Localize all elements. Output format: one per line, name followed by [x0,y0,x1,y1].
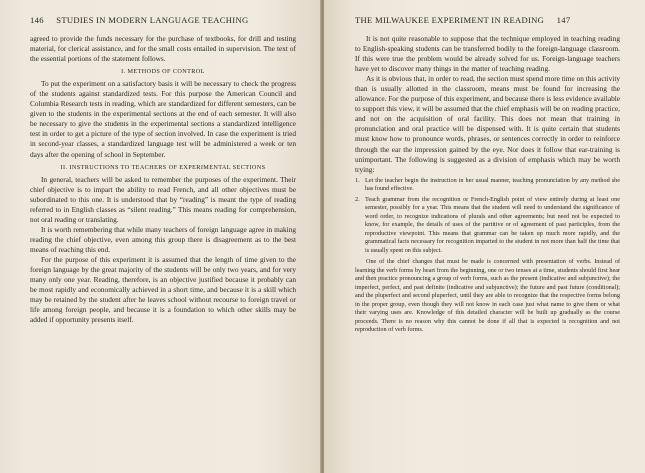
list-item-number: 1. [355,176,360,184]
left-page [0,0,321,473]
list-item [355,196,620,256]
left-page-text [30,34,296,325]
right-page-number: 147 [556,15,571,25]
paragraph: As it is obvious that, in order to read, the section must spend more time on this activity than is usually allotted in the classroom, means must be found for increasing the allowance. For the purpose of this experiment, and because there is less evidence available to support this view, it will be assumed that the chief emphasis will be on reading practice, and not on the acquisition of oral facility. This does not mean that training in pronunciation and oral practice will be dispensed with. It is quite certain that students must know how to pronounce words, phrases, or sentences correctly in order to reinforce through the ear the impression gained by the eye. Nor does it follow that ear-training is unimportant. The following is suggested as a division of emphasis which may be worth trying: [355,74,620,174]
list-item-text: Let the teacher begin the instruction in her usual manner, teaching pronunciation by any method she has found effective. [365,176,620,193]
paragraph: In general, teachers will be asked to remember the purposes of the experiment. Their chief objective is to impart the ability to read French, and all other objectives must be subordinated to this one. It is understood that by “reading” is meant the type of reading referred to in English classes as “silent reading.” This means reading for comprehension, not oral reading or translating. [30,174,296,224]
list-item [355,177,620,194]
section-heading-instructions: II. INSTRUCTIONS TO TEACHERS OF EXPERIMENTAL SECTIONS [60,163,266,171]
paragraph: To put the experiment on a satisfactory basis it will be necessary to check the progress of the students against standardized tests. For this purpose the American Council and Columbia Research tests in reading, which are standardized for different semesters, can be given to the students in the experimental sections at the end of each semester. It will also be necessary to give the students in the experimental sections a standardized intelligence test in order to get a picture of the type of section involved. In case the experiment is tried in second-year classes, a standardized language test will be administered a week or ten days after the opening of school in September. [30,79,296,159]
right-running-head [355,15,570,25]
right-page [324,0,645,473]
list-item-number: 2. [355,195,360,203]
list-item-text: Teach grammar from the recognition or French-English point of view entirely during at least one semester, possibly for a year. This means that the student will need to understand the significance of word order, to recognize indications of plurals and other agreements; but need not be expected to know, for example, the details of uses of the partitive or of agreement of past participles, from the reproductive viewpoint. This means that grammar can be taken up much more rapidly, and the grammatical facts necessary for recognition imparted to the student in not more than half the time that is usually spent on this subject. [365,195,620,254]
paragraph: It is not quite reasonable to suppose that the technique employed in teaching reading to English-speaking students can be transferred bodily to the foreign-language classroom. If this were true the problem would be already solved for us. Foreign-language teachers have yet to discover many things in the matter of teaching reading. [355,34,620,74]
left-head-title: STUDIES IN MODERN LANGUAGE TEACHING [56,15,249,25]
right-page-text [355,34,620,335]
paragraph: For the purpose of this experiment it is assumed that the length of time given to the foreign language by the great majority of the students will be only two years, and for very many only one year. Reading, therefore, is an objective justified because it probably can be most rapidly and economically achieved in a short time, and because it is a skill which may be retained by the student after he leaves school without recourse to foreign travel or life among foreign people, and because it is a foundation to which other skills may be added if opportunity presents itself. [30,254,296,325]
paragraph: agreed to provide the funds necessary for the purchase of textbooks, for drill and testing material, for clerical assistance, and for the small costs entailed in supervision. The text of the essential portions of the statement follows. [30,34,296,64]
section-heading-methods: I. METHODS OF CONTROL [121,68,205,76]
left-running-head [30,15,248,25]
left-page-number: 146 [30,15,44,25]
suggestion-list [355,177,620,335]
small-paragraph: One of the chief changes that must be made is concerned with presentation of verbs. Instead of learning the verb forms by heart from the beginning, one or two tenses at a time, students should first hear and then practice pronouncing a group of verb forms, such as the present (indicative and subjunctive); the imperfect, perfect, and past definite (indicative and subjunctive); the future and past future (conditional); and the pluperfect and second pluperfect, until they are able to recognize that the respective forms belong in the proper group, even though they will not know in each case just what name to give them or what their varying uses are. Knowledge of this detailed character will be built up gradually as the course proceeds. There is no reason why this cannot be done if all that is expected is recognition and not reproduction of verb forms. [355,258,620,334]
paragraph: It is worth remembering that while many teachers of foreign language agree in making reading the chief objective, even among this group there is disagreement as to the best means of reaching this end. [30,224,296,254]
right-head-title: THE MILWAUKEE EXPERIMENT IN READING [355,15,545,25]
